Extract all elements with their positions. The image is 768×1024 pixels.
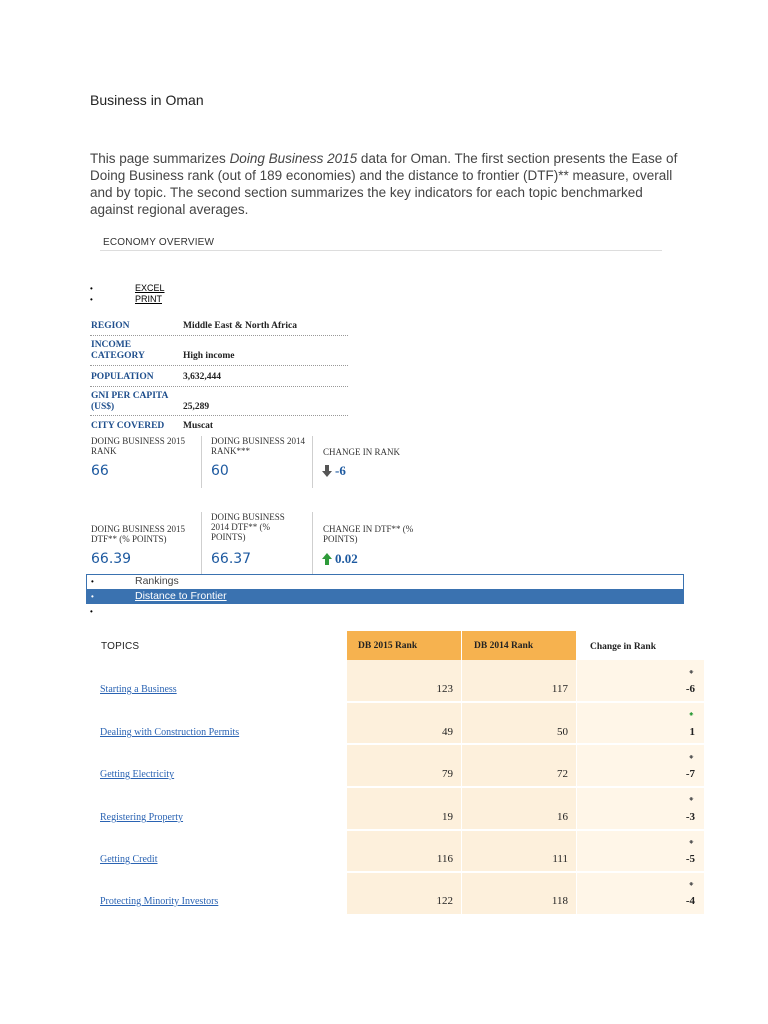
tab-distance-to-frontier-label: Distance to Frontier xyxy=(135,590,227,602)
header-change: Change in Rank xyxy=(590,642,656,652)
header-db2015: DB 2015 Rank xyxy=(358,641,418,651)
page-title: Business in Oman xyxy=(90,92,204,108)
row-divider xyxy=(347,786,704,788)
db2015-rank: 49 xyxy=(442,726,453,738)
column-divider xyxy=(201,436,202,488)
bullet: • xyxy=(90,607,93,616)
gni-label: GNI PER CAPITA (US$) xyxy=(91,391,168,412)
row-divider xyxy=(90,415,348,416)
view-tabs xyxy=(86,574,684,604)
db2014-rank: 16 xyxy=(557,811,568,823)
topic-link-getting-electricity[interactable]: Getting Electricity xyxy=(100,769,175,780)
intro-prefix: This page summarizes xyxy=(90,151,230,166)
db2015-rank-label: DOING BUSINESS 2015 RANK xyxy=(91,436,186,456)
row-divider xyxy=(90,386,348,387)
topic-link-protecting-minority-investors[interactable]: Protecting Minority Investors xyxy=(100,896,219,907)
row-divider xyxy=(347,743,704,745)
row-divider xyxy=(347,701,704,703)
tab-rankings-label: Rankings xyxy=(135,575,179,587)
column-divider xyxy=(312,512,313,574)
db2015-rank: 123 xyxy=(436,683,453,695)
arrow-down-icon: 🠻 xyxy=(688,794,694,804)
change-in-rank-value: -6 xyxy=(335,463,346,478)
tab-rankings[interactable] xyxy=(87,575,683,589)
arrow-down-icon: 🠻 xyxy=(688,837,694,847)
db2015-rank-value: 66 xyxy=(91,463,109,479)
db2014-rank: 118 xyxy=(551,895,568,907)
db2014-rank: 72 xyxy=(557,768,568,780)
city-covered-value: Muscat xyxy=(183,421,214,431)
gni-value: 25,289 xyxy=(183,402,210,412)
population-value: 3,632,444 xyxy=(183,372,221,382)
column-divider xyxy=(201,512,202,574)
arrow-down-icon: 🠻 xyxy=(688,752,694,762)
topic-link-getting-credit[interactable]: Getting Credit xyxy=(100,854,158,865)
row-divider xyxy=(90,335,348,336)
section-heading: ECONOMY OVERVIEW xyxy=(103,237,215,248)
db2015-rank: 122 xyxy=(436,895,453,907)
db2015-dtf-label: DOING BUSINESS 2015 DTF** (% POINTS) xyxy=(91,524,186,544)
bullet: • xyxy=(90,295,93,304)
rank-change: -7 xyxy=(685,768,695,780)
intro-suffix: data for Oman. The first section presents the Ease of Doing Business rank (out of 189 economies) and the distance to frontier (DTF)** measure, overall and by topic. The second section summarizes the key indicators for each topic benchmarked against regional averages. xyxy=(90,151,678,217)
topic-link-registering-property[interactable]: Registering Property xyxy=(100,812,184,823)
rank-change: -4 xyxy=(685,895,695,907)
row-divider xyxy=(347,829,704,831)
bullet: • xyxy=(91,577,94,586)
db2015-rank: 79 xyxy=(442,768,453,780)
bullet: • xyxy=(91,592,94,601)
intro-emphasis: Doing Business 2015 xyxy=(229,151,358,166)
change-in-dtf xyxy=(322,551,358,567)
change-in-dtf-value: 0.02 xyxy=(335,551,358,566)
tab-distance-to-frontier[interactable] xyxy=(87,589,683,604)
row-divider xyxy=(90,365,348,366)
change-in-dtf-label: CHANGE IN DTF** (% POINTS) xyxy=(323,524,414,544)
rank-change: -5 xyxy=(685,853,695,865)
section-divider xyxy=(100,250,662,251)
excel-link[interactable]: EXCEL xyxy=(135,283,165,293)
rank-change: -6 xyxy=(685,683,695,695)
region-label: REGION xyxy=(91,321,130,331)
db2014-rank: 117 xyxy=(551,683,568,695)
rank-change: -3 xyxy=(685,811,695,823)
db2014-dtf-value: 66.37 xyxy=(211,551,252,567)
print-link[interactable]: PRINT xyxy=(135,294,162,304)
arrow-up-icon xyxy=(322,553,332,565)
topic-link-starting-a-business[interactable]: Starting a Business xyxy=(100,684,177,695)
arrow-down-icon: 🠻 xyxy=(688,667,694,677)
city-covered-label: CITY COVERED xyxy=(91,421,165,431)
bullet: • xyxy=(90,284,93,293)
topics-heading: TOPICS xyxy=(101,641,140,652)
intro-paragraph xyxy=(90,150,680,218)
db2014-rank: 111 xyxy=(552,853,568,865)
region-value: Middle East & North Africa xyxy=(183,321,297,331)
db2014-dtf-label: DOING BUSINESS 2014 DTF** (% POINTS) xyxy=(211,512,285,542)
arrow-down-icon xyxy=(322,465,332,477)
change-in-rank xyxy=(322,463,346,479)
row-divider xyxy=(347,871,704,873)
income-category-label: INCOME CATEGORY xyxy=(91,340,145,361)
db2015-rank: 19 xyxy=(442,811,453,823)
db2015-dtf-value: 66.39 xyxy=(91,551,132,567)
header-db2014: DB 2014 Rank xyxy=(474,641,534,651)
topic-link-dealing-with-construction-permits[interactable]: Dealing with Construction Permits xyxy=(100,727,240,738)
income-category-value: High income xyxy=(183,351,235,361)
db2014-rank-value: 60 xyxy=(211,463,229,479)
change-in-rank-label: CHANGE IN RANK xyxy=(323,447,400,457)
db2015-rank: 116 xyxy=(436,853,453,865)
db2014-rank-label: DOING BUSINESS 2014 RANK*** xyxy=(211,436,306,456)
column-divider xyxy=(312,436,313,488)
db2014-rank: 50 xyxy=(557,726,568,738)
arrow-down-icon: 🠻 xyxy=(688,879,694,889)
rank-change: 1 xyxy=(689,726,695,738)
arrow-up-icon: 🠹 xyxy=(688,709,694,719)
population-label: POPULATION xyxy=(91,372,154,382)
